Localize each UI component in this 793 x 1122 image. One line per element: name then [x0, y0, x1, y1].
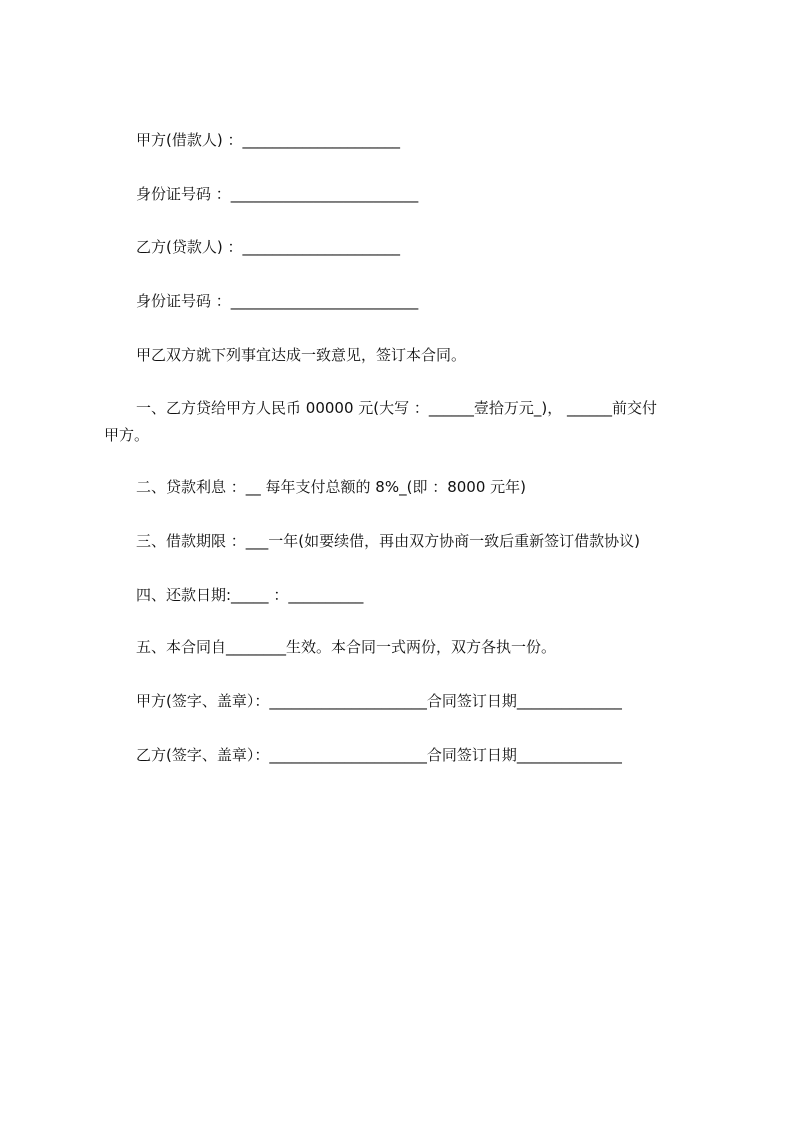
- id-number-line-1: 身份证号码 ：_________________________: [136, 185, 419, 203]
- clause-2-interest: 二、贷款利息 ：__ 每年支付总额的 8%_(即 ：8000 元年): [136, 478, 527, 496]
- signature-line-party-b: 乙方(签字、盖章）：_____________________合同签订日期______________: [136, 746, 622, 764]
- clause-5-effective: 五、本合同自________生效。本合同一式两份，双方各执一份。: [136, 638, 557, 656]
- clause-1-line-1: 一、乙方贷给甲方人民币 00000 元(大写 ：______壹拾万元_)， ______前交付: [136, 399, 657, 417]
- id-number-line-2: 身份证号码 ：_________________________: [136, 292, 419, 310]
- party-b-lender-line: 乙方(贷款人) ：_____________________: [136, 238, 400, 256]
- signature-line-party-a: 甲方(签字、盖章）：_____________________合同签订日期______________: [136, 692, 622, 710]
- clause-1-line-2: 甲方。: [104, 426, 150, 444]
- clause-3-term: 三、借款期限 ：___一年(如要续借，再由双方协商一致后重新签订借款协议): [136, 532, 640, 550]
- party-a-borrower-line: 甲方(借款人) ：_____________________: [136, 131, 400, 149]
- clause-4-repayment-date: 四、还款日期:_____ ：__________: [136, 586, 364, 604]
- agreement-intro: 甲乙双方就下列事宜达成一致意见，签订本合同。: [136, 346, 467, 364]
